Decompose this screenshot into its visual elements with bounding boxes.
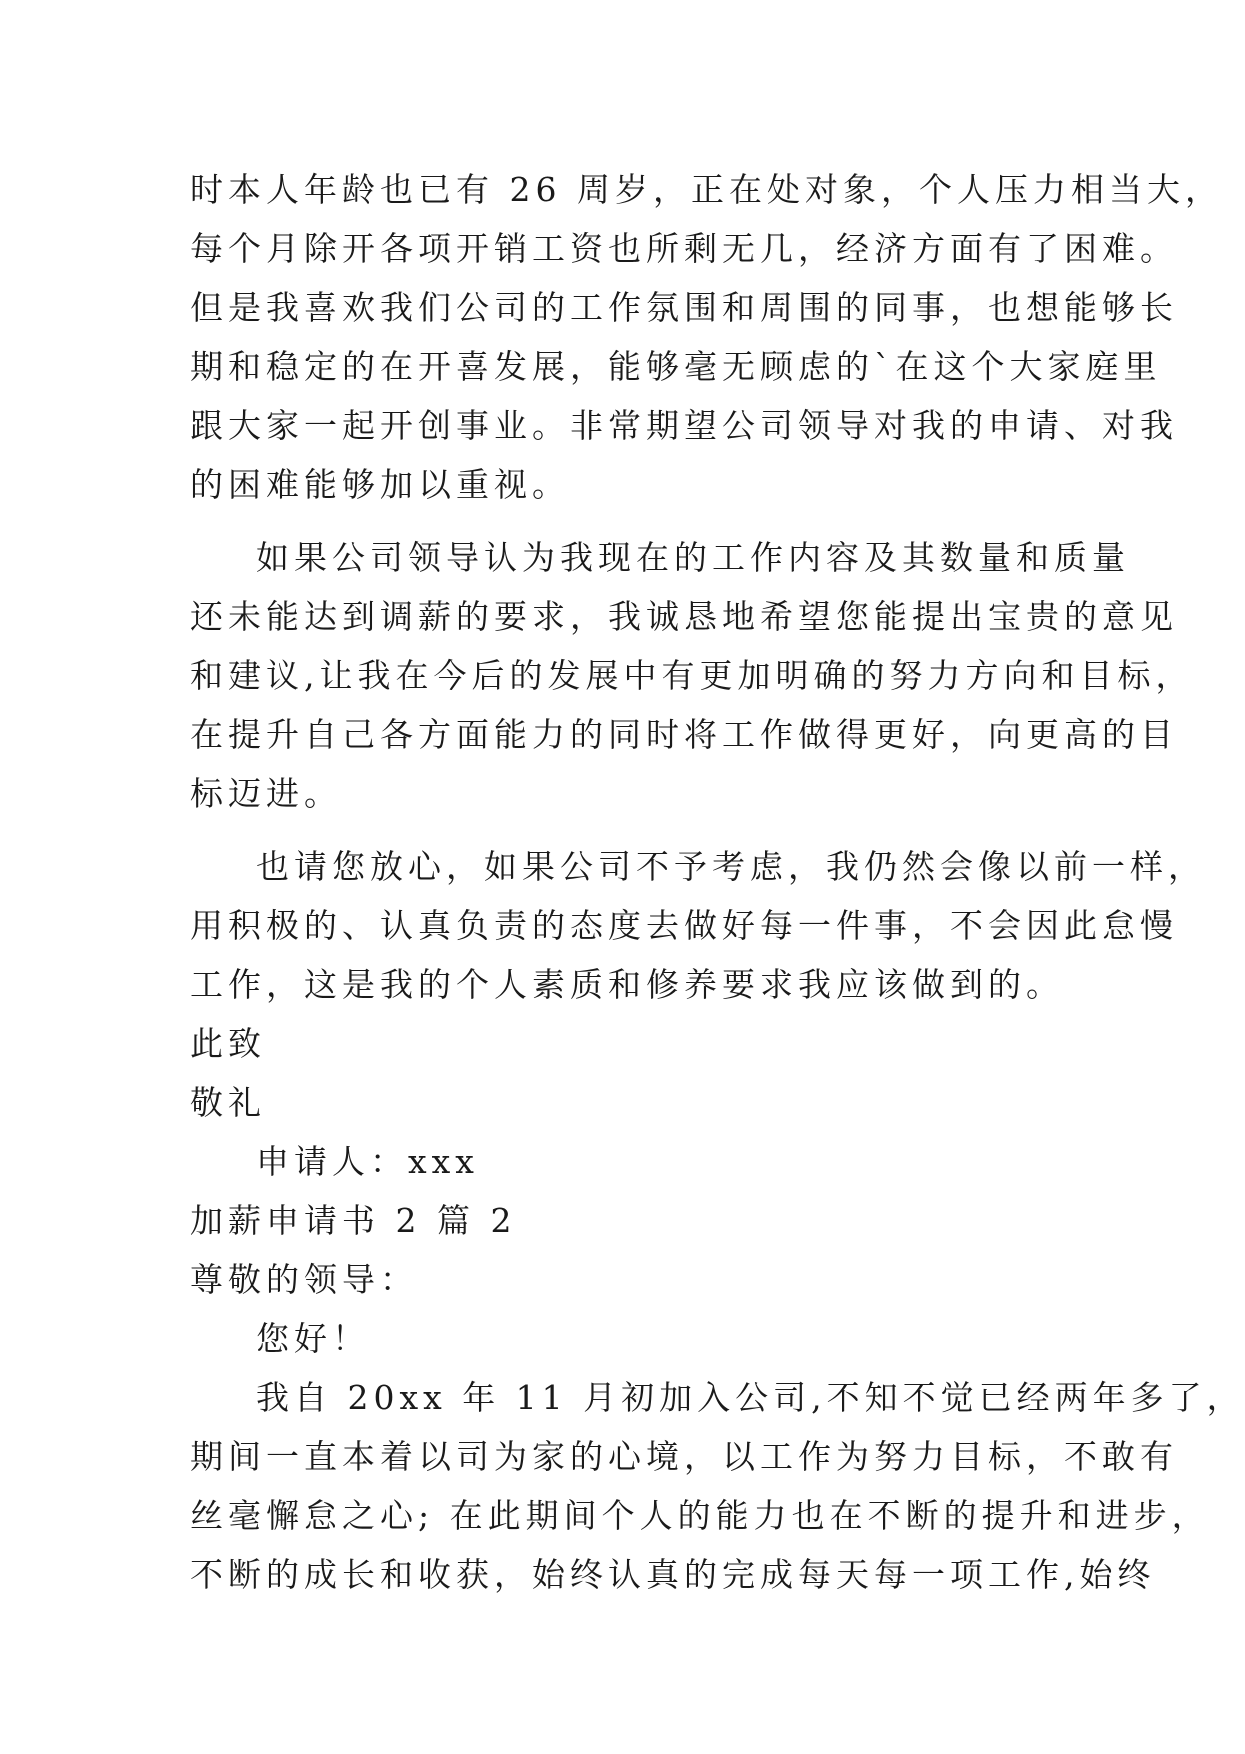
text-line: 和建议,让我在今后的发展中有更加明确的努力方向和目标， xyxy=(190,656,1194,695)
closing-block xyxy=(190,1014,1050,1191)
paragraph-3 xyxy=(190,837,1206,1014)
text-line: 期和稳定的在开喜发展，能够毫无顾虑的`在这个大家庭里 xyxy=(190,347,1162,386)
final-paragraph xyxy=(190,1368,1245,1604)
paragraph-1 xyxy=(190,160,1223,514)
text-line: 工作，这是我的个人素质和修养要求我应该做到的。 xyxy=(190,965,1064,1004)
salutation: 尊敬的领导： xyxy=(190,1260,418,1299)
text-line: 也请您放心，如果公司不予考虑，我仍然会像以前一样， xyxy=(256,847,1206,886)
text-line: 在提升自己各方面能力的同时将工作做得更好，向更高的目 xyxy=(190,715,1178,754)
text-line: 还未能达到调薪的要求，我诚恳地希望您能提出宝贵的意见 xyxy=(190,597,1178,636)
text-line: 但是我喜欢我们公司的工作氛围和周围的同事，也想能够长 xyxy=(190,288,1178,327)
closing-line-1: 此致 xyxy=(190,1024,266,1063)
greeting: 您好！ xyxy=(256,1319,370,1358)
document-page xyxy=(190,160,1245,1604)
text-line: 如果公司领导认为我现在的工作内容及其数量和质量 xyxy=(256,538,1130,577)
text-line: 我自 20xx 年 11 月初加入公司,不知不觉已经两年多了， xyxy=(256,1378,1245,1417)
section-title: 加薪申请书 2 篇 2 xyxy=(190,1201,517,1240)
signature: 申请人：xxx xyxy=(256,1142,479,1181)
text-line: 的困难能够加以重视。 xyxy=(190,465,570,504)
text-line: 丝毫懈怠之心; 在此期间个人的能力也在不断的提升和进步， xyxy=(190,1496,1210,1535)
text-line: 不断的成长和收获，始终认真的完成每天每一项工作,始终 xyxy=(190,1555,1156,1594)
text-line: 时本人年龄也已有 26 周岁，正在处对象，个人压力相当大， xyxy=(190,170,1223,209)
text-line: 用积极的、认真负责的态度去做好每一件事，不会因此怠慢 xyxy=(190,906,1178,945)
text-line: 标迈进。 xyxy=(190,774,342,813)
text-line: 跟大家一起开创事业。非常期望公司领导对我的申请、对我 xyxy=(190,406,1178,445)
paragraph-2 xyxy=(190,528,1194,823)
closing-line-2: 敬礼 xyxy=(190,1083,266,1122)
text-line: 期间一直本着以司为家的心境，以工作为努力目标，不敢有 xyxy=(190,1437,1178,1476)
text-line: 每个月除开各项开销工资也所剩无几，经济方面有了困难。 xyxy=(190,229,1178,268)
